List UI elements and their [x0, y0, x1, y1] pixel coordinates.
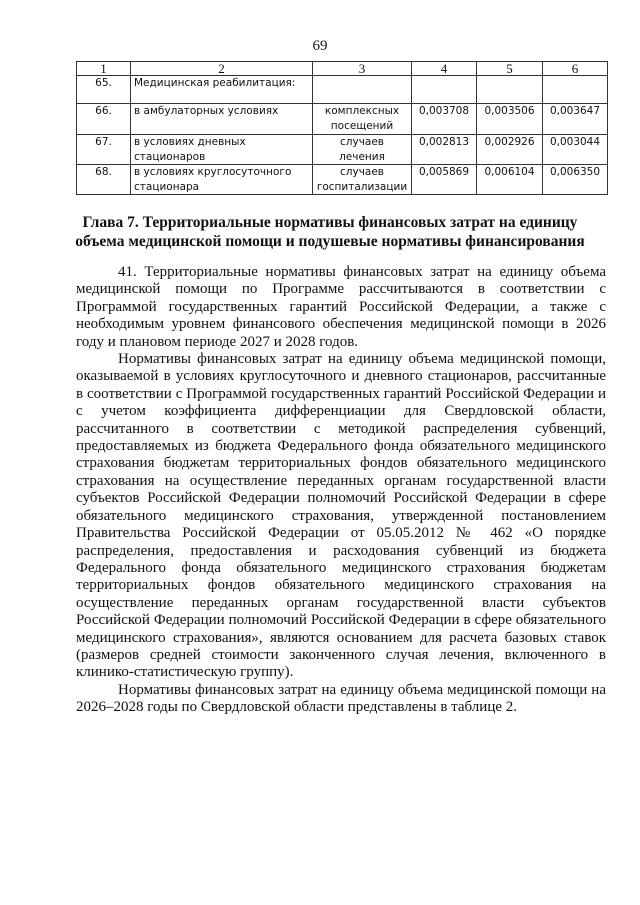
row-name: в амбулаторных условиях [131, 104, 313, 135]
row-unit: случаев лечения [313, 135, 412, 165]
column-header: 4 [412, 62, 477, 76]
table-row [77, 165, 608, 195]
row-name: в условиях дневных стационаров [131, 135, 313, 165]
column-header: 1 [77, 62, 131, 76]
table-row [77, 104, 608, 135]
row-name: в условиях круглосуточного стационара [131, 165, 313, 195]
value-2028: 0,003044 [543, 135, 608, 165]
table-row [77, 76, 608, 104]
column-header: 2 [131, 62, 313, 76]
table-header-row [77, 62, 608, 76]
chapter-heading-line: объема медицинской помощи и подушевые нормативы финансирования [75, 233, 585, 250]
row-number: 67. [77, 135, 131, 165]
value-2028 [543, 76, 608, 104]
row-unit: комплексных посещений [313, 104, 412, 135]
value-2028: 0,006350 [543, 165, 608, 195]
value-2028: 0,003647 [543, 104, 608, 135]
page-number: 69 [312, 38, 328, 54]
value-2026: 0,005869 [412, 165, 477, 195]
column-header: 3 [313, 62, 412, 76]
chapter-heading-line: Глава 7. Территориальные нормативы финансовых затрат на единицу [82, 214, 578, 231]
row-number: 65. [77, 76, 131, 104]
column-header: 6 [543, 62, 608, 76]
value-2027: 0,002926 [477, 135, 543, 165]
row-unit: случаев госпитализации [313, 165, 412, 195]
paragraph: Нормативы финансовых затрат на единицу объема медицинской помощи, оказываемой в условиях круглосуточного и дневного стационаров, рассчитанные в соответствии с Программой государственных гарантий Российской Федерации и с учетом коэффициента дифференциации для Свердловской области, рассчитанного в соответствии с методикой распределения субвенций, предоставляемых из бюджета Федерального фонда обязательного медицинского страхования бюджетам территориальных фондов обязательного медицинского страхования на осуществление переданных органам государственной власти субъектов Российской Федерации полномочий Российской Федерации в сфере обязательного медицинского страхования, утвержденной постановлением Правительства Российской Федерации от 05.05.2012 № 462 «О порядке распределения, предоставления и расходования субвенций из бюджета Федерального фонда обязательного медицинского страхования бюджетам территориальных фондов обязательного медицинского страхования на осуществление переданных органам государственной власти субъектов Российской Федерации полномочий Российской Федерации в сфере обязательного медицинского страхования», являются основанием для расчета базовых ставок (размеров средней стоимости законченного случая лечения, включенного в клинико-статистическую группу). [76, 351, 606, 681]
paragraph: 41. Территориальные нормативы финансовых затрат на единицу объема медицинской помощи по Программе рассчитываются в соответствии с Программой государственных гарантий Российской Федерации, а также с необходимым уровнем финансового обеспечения медицинской помощи в 2026 году и плановом периоде 2027 и 2028 годов. [76, 264, 606, 350]
row-number: 66. [77, 104, 131, 135]
value-2027: 0,006104 [477, 165, 543, 195]
value-2027: 0,003506 [477, 104, 543, 135]
data-table [76, 61, 608, 195]
row-unit [313, 76, 412, 104]
paragraph: Нормативы финансовых затрат на единицу объема медицинской помощи на 2026–2028 годы по Свердловской области представлены в таблице 2. [76, 681, 606, 716]
value-2026 [412, 76, 477, 104]
value-2027 [477, 76, 543, 104]
table-row [77, 135, 608, 165]
value-2026: 0,003708 [412, 104, 477, 135]
column-header: 5 [477, 62, 543, 76]
body-text [76, 264, 606, 717]
value-2026: 0,002813 [412, 135, 477, 165]
row-number: 68. [77, 165, 131, 195]
chapter-heading [70, 213, 590, 251]
row-name: Медицинская реабилитация: [131, 76, 313, 104]
